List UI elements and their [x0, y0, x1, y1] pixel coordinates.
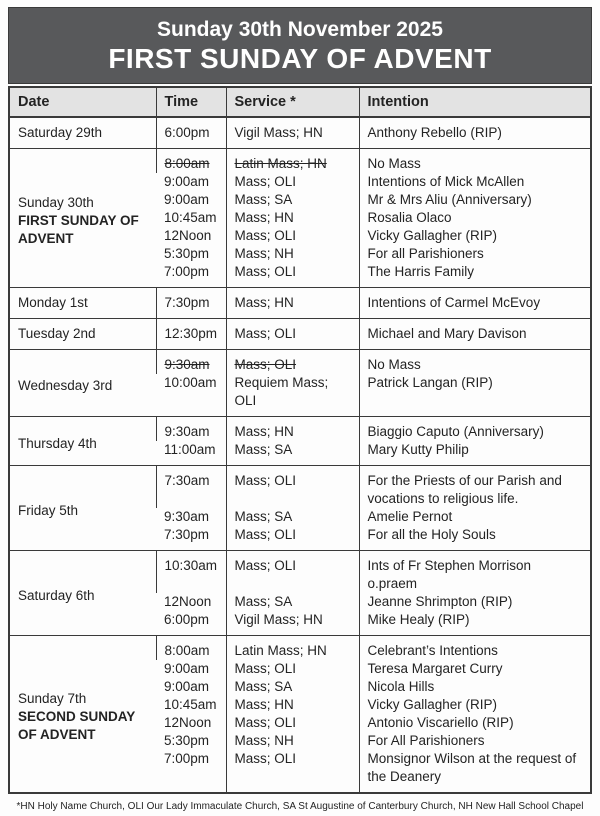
date-label: Sunday 7th: [18, 691, 87, 706]
intention-cell: Mike Healy (RIP): [359, 611, 591, 636]
time-cell: 7:00pm: [164, 264, 210, 279]
intention-cell: For all Parishioners: [359, 245, 591, 263]
intention-cell: Celebrant’s Intentions: [359, 636, 591, 661]
table-row: [9, 350, 591, 375]
time-cell: 5:30pm: [164, 246, 210, 261]
service-cell: Mass; OLI: [226, 750, 359, 793]
banner-date: Sunday 30th November 2025: [157, 18, 443, 41]
service-cell: Mass; SA: [226, 678, 359, 696]
intention-cell: Mr & Mrs Aliu (Anniversary): [359, 191, 591, 209]
column-header-date: Date: [9, 87, 156, 117]
service-cell: Mass; OLI: [226, 173, 359, 191]
intention-cell: Patrick Langan (RIP): [359, 374, 591, 417]
date-label: Tuesday 2nd: [18, 326, 96, 341]
intention-cell: Michael and Mary Davison: [359, 319, 591, 350]
date-cell: [9, 117, 156, 149]
time-cell: 9:30am: [164, 509, 210, 524]
time-cell: 9:00am: [164, 679, 210, 694]
date-cell: [9, 319, 156, 350]
time-cell: 7:30am: [156, 466, 226, 509]
intention-cell: For All Parishioners: [359, 732, 591, 750]
intention-cell: Teresa Margaret Curry: [359, 660, 591, 678]
intention-cell: Rosalia Olaco: [359, 209, 591, 227]
date-subtitle: SECOND SUNDAY OF ADVENT: [18, 709, 136, 742]
service-cell: Vigil Mass; HN: [226, 117, 359, 149]
time-cell: 8:00am: [156, 636, 226, 661]
date-label: Saturday 6th: [18, 588, 95, 603]
service-cell: Mass; OLI: [226, 319, 359, 350]
time-cell: 12Noon: [164, 594, 212, 609]
intention-cell: Amelie Pernot: [359, 508, 591, 526]
date-subtitle: FIRST SUNDAY OF ADVENT: [18, 213, 139, 246]
date-cell: [9, 466, 156, 551]
time-cell: 6:00pm: [156, 117, 226, 149]
service-cell: Latin Mass; HN: [226, 149, 359, 174]
date-cell: [9, 288, 156, 319]
service-cell: Mass; HN: [226, 209, 359, 227]
column-header-time: Time: [156, 87, 226, 117]
intention-cell: Nicola Hills: [359, 678, 591, 696]
intention-cell: Mary Kutty Philip: [359, 441, 591, 466]
intention-cell: Monsignor Wilson at the request of the Deanery: [359, 750, 591, 793]
schedule-table-body: [9, 117, 591, 793]
service-cell: Mass; HN: [226, 417, 359, 442]
intention-cell: For all the Holy Souls: [359, 526, 591, 551]
table-row: [9, 288, 591, 319]
time-cell: 7:30pm: [164, 527, 210, 542]
time-cell: 12Noon: [164, 228, 212, 243]
intention-cell: The Harris Family: [359, 263, 591, 288]
service-cell: Mass; SA: [226, 441, 359, 466]
service-cell: Mass; OLI: [226, 551, 359, 594]
time-cell: 9:00am: [164, 174, 210, 189]
banner: [8, 7, 592, 84]
date-cell: [9, 350, 156, 417]
table-row: [9, 319, 591, 350]
intention-cell: Vicky Gallagher (RIP): [359, 696, 591, 714]
time-cell: 9:00am: [164, 192, 210, 207]
service-cell: Mass; NH: [226, 245, 359, 263]
time-cell: 11:00am: [164, 442, 216, 457]
table-row: [9, 636, 591, 661]
service-cell: Mass; HN: [226, 696, 359, 714]
date-cell: [9, 417, 156, 466]
time-cell: 10:30am: [156, 551, 226, 594]
footnote: *HN Holy Name Church, OLI Our Lady Immaculate Church, SA St Augustine of Canterbury Church, NH New Hall School Chapel: [16, 801, 584, 812]
intention-cell: Vicky Gallagher (RIP): [359, 227, 591, 245]
date-cell: [9, 636, 156, 794]
intention-cell: Intentions of Mick McAllen: [359, 173, 591, 191]
time-cell: 10:00am: [164, 375, 217, 390]
date-label: Saturday 29th: [18, 125, 103, 140]
table-header-row: [9, 87, 591, 117]
table-row: [9, 551, 591, 594]
time-cell: 10:45am: [164, 210, 217, 225]
time-cell: 9:00am: [164, 661, 210, 676]
service-cell: Mass; SA: [226, 191, 359, 209]
time-cell: 7:00pm: [164, 751, 210, 766]
table-row: [9, 466, 591, 509]
service-cell: Mass; OLI: [226, 350, 359, 375]
column-header-service: Service *: [226, 87, 359, 117]
banner-title: FIRST SUNDAY OF ADVENT: [108, 43, 492, 74]
mass-schedule-table: [8, 86, 592, 794]
intention-cell: No Mass: [359, 350, 591, 375]
service-cell: Requiem Mass; OLI: [226, 374, 359, 417]
date-cell: [9, 551, 156, 636]
intention-cell: Antonio Viscariello (RIP): [359, 714, 591, 732]
column-header-intention: Intention: [359, 87, 591, 117]
service-cell: Mass; OLI: [226, 660, 359, 678]
table-row: [9, 149, 591, 174]
table-row: [9, 117, 591, 149]
service-cell: Mass; OLI: [226, 263, 359, 288]
service-cell: Mass; OLI: [226, 526, 359, 551]
service-cell: Mass; OLI: [226, 227, 359, 245]
service-cell: Mass; SA: [226, 593, 359, 611]
date-label: Thursday 4th: [18, 436, 97, 451]
table-row: [9, 417, 591, 442]
intention-cell: Intentions of Carmel McEvoy: [359, 288, 591, 319]
date-cell: [9, 149, 156, 288]
date-label: Monday 1st: [18, 295, 88, 310]
time-cell: 12Noon: [164, 715, 212, 730]
intention-cell: No Mass: [359, 149, 591, 174]
service-cell: Mass; HN: [226, 288, 359, 319]
intention-cell: Anthony Rebello (RIP): [359, 117, 591, 149]
service-cell: Latin Mass; HN: [226, 636, 359, 661]
time-cell: 9:30am: [156, 417, 226, 442]
time-cell: 8:00am: [156, 149, 226, 174]
service-cell: Mass; SA: [226, 508, 359, 526]
service-cell: Mass; OLI: [226, 466, 359, 509]
intention-cell: For the Priests of our Parish and vocations to religious life.: [359, 466, 591, 509]
date-label: Wednesday 3rd: [18, 378, 113, 393]
intention-cell: Biaggio Caputo (Anniversary): [359, 417, 591, 442]
time-cell: 9:30am: [156, 350, 226, 375]
intention-cell: Ints of Fr Stephen Morrison o.praem: [359, 551, 591, 594]
date-label: Sunday 30th: [18, 195, 94, 210]
date-label: Friday 5th: [18, 503, 79, 518]
time-cell: 12:30pm: [156, 319, 226, 350]
intention-cell: Jeanne Shrimpton (RIP): [359, 593, 591, 611]
service-cell: Mass; OLI: [226, 714, 359, 732]
time-cell: 5:30pm: [164, 733, 210, 748]
time-cell: 7:30pm: [156, 288, 226, 319]
service-cell: Mass; NH: [226, 732, 359, 750]
time-cell: 6:00pm: [164, 612, 210, 627]
time-cell: 10:45am: [164, 697, 217, 712]
service-cell: Vigil Mass; HN: [226, 611, 359, 636]
